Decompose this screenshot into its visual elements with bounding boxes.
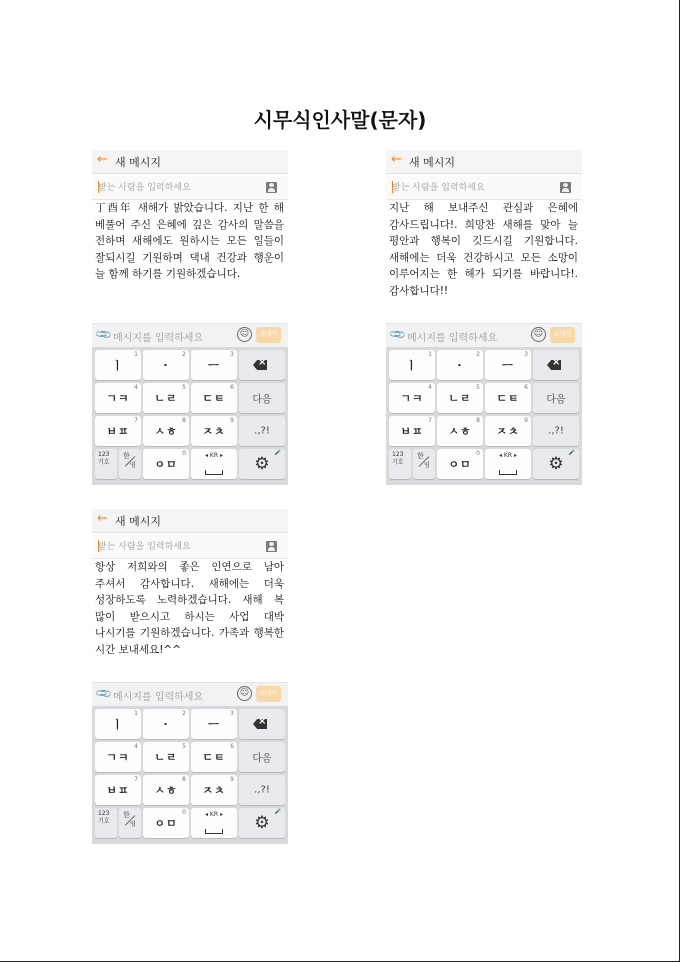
document-title: 시무식인사말(문자) (253, 108, 427, 132)
keyboard (386, 347, 582, 485)
key-label: ㅡ (208, 359, 220, 372)
keyboard-key[interactable] (191, 742, 237, 772)
key-label: ㅂㅍ (400, 425, 424, 438)
keyboard (92, 347, 288, 485)
language-toggle-key[interactable] (119, 449, 141, 479)
keyboard-key[interactable] (533, 350, 579, 380)
key-number: 2 (182, 351, 186, 358)
key-number: 8 (182, 417, 186, 424)
key-number: 1 (134, 351, 138, 358)
symbol-key[interactable] (389, 449, 411, 479)
phone-screenshot (92, 150, 288, 485)
key-label: ㅂㅍ (106, 784, 130, 797)
phone-screenshot (386, 150, 582, 485)
backspace-icon (253, 360, 267, 370)
keyboard-key[interactable] (437, 449, 483, 479)
keyboard-key[interactable] (95, 742, 141, 772)
keyboard-key[interactable] (239, 416, 285, 446)
space-key[interactable] (191, 449, 237, 479)
keyboard-key[interactable] (95, 775, 141, 805)
phone-screenshot (92, 509, 288, 844)
key-label: .,?! (254, 784, 270, 796)
space-language-label: ◂ KR ▸ (205, 452, 223, 459)
space-key[interactable] (485, 449, 531, 479)
space-bar-icon (499, 470, 517, 475)
backspace-icon (547, 360, 561, 370)
keyboard-key[interactable] (143, 350, 189, 380)
key-number: 7 (428, 417, 432, 424)
key-label: ㅈㅊ (202, 784, 226, 797)
key-number: 3 (230, 710, 234, 717)
key-label: · (163, 717, 169, 731)
key-number: 7 (134, 417, 138, 424)
key-number: 2 (182, 710, 186, 717)
settings-key[interactable] (239, 449, 285, 479)
key-number: 9 (524, 417, 528, 424)
paperclip-icon[interactable]: 📎 (94, 325, 114, 344)
key-number: 4 (134, 384, 138, 391)
phone-header (92, 150, 288, 174)
backspace-icon (253, 719, 267, 729)
compose-input[interactable]: 메시지를 입력하세요 (407, 333, 498, 344)
keyboard-key[interactable] (239, 742, 285, 772)
key-label: ㄷㅌ (202, 392, 226, 405)
recipient-row[interactable] (92, 534, 288, 559)
keyboard-key[interactable] (95, 383, 141, 413)
key-label: ㅈㅊ (202, 425, 226, 438)
keyboard-key[interactable] (485, 383, 531, 413)
key-label: ㅂㅍ (106, 425, 130, 438)
keyboard-key[interactable] (95, 709, 141, 739)
key-number: 5 (182, 743, 186, 750)
eng-label: 영 (130, 821, 136, 828)
key-number: 6 (230, 384, 234, 391)
space-bar-icon (205, 829, 223, 834)
back-arrow-icon[interactable]: ← (391, 152, 402, 167)
key-label: ㅅㅎ (448, 425, 472, 438)
phone-header (386, 150, 582, 174)
settings-key[interactable] (239, 808, 285, 838)
keyboard-key[interactable] (239, 775, 285, 805)
settings-key[interactable] (533, 449, 579, 479)
keyboard-key[interactable] (485, 350, 531, 380)
gear-icon: ⚙ (548, 454, 564, 474)
compose-input[interactable]: 메시지를 입력하세요 (113, 333, 204, 344)
key-label: · (457, 358, 463, 372)
symbol-key[interactable] (95, 449, 117, 479)
keyboard-key[interactable] (191, 350, 237, 380)
keyboard-key[interactable] (143, 383, 189, 413)
key-label: ㄷㅌ (496, 392, 520, 405)
key-number: 4 (428, 384, 432, 391)
compose-bar (386, 323, 582, 347)
key-label: ㅡ (208, 718, 220, 731)
key-label: ㄱㅋ (106, 392, 130, 405)
back-arrow-icon[interactable]: ← (97, 152, 108, 167)
key-number: 1 (134, 710, 138, 717)
keyboard-key[interactable] (143, 416, 189, 446)
key-label: .,?! (254, 425, 270, 437)
emoji-icon[interactable]: ☺ (237, 327, 252, 342)
keyboard-key[interactable] (191, 709, 237, 739)
key-label: ㄴㄹ (154, 751, 178, 764)
key-label: ㄴㄹ (448, 392, 472, 405)
symbol-key-sublabel: 기호 (98, 459, 110, 466)
recipient-input[interactable]: 받는 사람을 입력하세요 (392, 183, 485, 193)
header-title: 새 메시지 (115, 515, 162, 528)
mic-icon: 🎤 (274, 809, 281, 815)
key-number: 0 (182, 809, 186, 816)
keyboard-key[interactable] (239, 709, 285, 739)
key-number: 9 (230, 776, 234, 783)
key-number: 8 (182, 776, 186, 783)
send-button[interactable]: 보내기 (256, 327, 281, 343)
contact-icon[interactable] (266, 182, 277, 193)
symbol-key-label: 123 (98, 810, 110, 817)
keyboard-key[interactable] (437, 350, 483, 380)
key-label: .,?! (548, 425, 564, 437)
key-number: 5 (476, 384, 480, 391)
key-label: 다음 (546, 394, 566, 406)
emoji-icon[interactable]: ☺ (531, 327, 546, 342)
compose-bar (92, 682, 288, 706)
recipient-row[interactable] (92, 175, 288, 200)
keyboard-key[interactable] (437, 383, 483, 413)
paperclip-icon[interactable]: 📎 (94, 684, 114, 703)
key-label: ㅣ (112, 359, 124, 372)
key-label: ㅈㅊ (496, 425, 520, 438)
key-number: 0 (476, 450, 480, 457)
symbol-key-sublabel: 기호 (98, 818, 110, 825)
header-title: 새 메시지 (115, 156, 162, 169)
key-number: 2 (476, 351, 480, 358)
keyboard-key[interactable] (95, 416, 141, 446)
keyboard-key[interactable] (143, 709, 189, 739)
key-number: 9 (230, 417, 234, 424)
send-button[interactable]: 보내기 (550, 327, 575, 343)
contact-icon[interactable] (560, 182, 571, 193)
keyboard-key[interactable] (143, 808, 189, 838)
compose-bar (92, 323, 288, 347)
keyboard-key[interactable] (239, 350, 285, 380)
paperclip-icon[interactable]: 📎 (388, 325, 408, 344)
back-arrow-icon[interactable]: ← (97, 511, 108, 526)
key-number: 3 (524, 351, 528, 358)
contact-icon[interactable] (266, 541, 277, 552)
keyboard-key[interactable] (143, 742, 189, 772)
phone-header (92, 509, 288, 533)
keyboard-key[interactable] (95, 350, 141, 380)
han-label: 한 (123, 811, 130, 819)
key-number: 8 (476, 417, 480, 424)
emoji-icon[interactable]: ☺ (237, 686, 252, 701)
keyboard-key[interactable] (191, 416, 237, 446)
language-toggle-key[interactable] (119, 808, 141, 838)
message-text: 항상 저희와의 좋은 인연으로 남아 주셔서 감사합니다. 새해에는 더욱 성장하도록 노력하겠습니다. 새해 복 많이 받으시고 하시는 사업 대박 나시기를 기원하겠습니다. 가족과 행복한 시간 보내세요!^^ (95, 561, 284, 656)
keyboard-key[interactable] (389, 383, 435, 413)
key-label: ㅣ (112, 718, 124, 731)
space-key[interactable] (191, 808, 237, 838)
key-number: 0 (182, 450, 186, 457)
keyboard-key[interactable] (389, 350, 435, 380)
key-label: ㅇㅁ (154, 817, 178, 830)
keyboard-key[interactable] (239, 383, 285, 413)
gear-icon: ⚙ (254, 454, 270, 474)
keyboard-key[interactable] (389, 416, 435, 446)
language-toggle-key[interactable] (413, 449, 435, 479)
keyboard-key[interactable] (437, 416, 483, 446)
compose-input[interactable]: 메시지를 입력하세요 (113, 692, 204, 703)
recipient-row[interactable] (386, 175, 582, 200)
symbol-key-sublabel: 기호 (392, 459, 404, 466)
key-label: · (163, 358, 169, 372)
key-number: 7 (134, 776, 138, 783)
key-label: ㅣ (406, 359, 418, 372)
key-number: 6 (230, 743, 234, 750)
key-label: ㄴㄹ (154, 392, 178, 405)
key-label: ㅅㅎ (154, 784, 178, 797)
eng-label: 영 (130, 462, 136, 469)
keyboard-key[interactable] (191, 775, 237, 805)
message-text: 지난 해 보내주신 관심과 은혜에 감사드립니다!. 희망찬 새해를 맞아 늘 평안과 행복이 깃드시길 기원합니다. 새해에는 더욱 건강하시고 모든 소망이 이루어지는 한 해가 되기를 바랍니다!. 감사합니다!! (389, 202, 578, 297)
keyboard (92, 706, 288, 844)
space-bar-icon (205, 470, 223, 475)
key-label: 다음 (252, 394, 272, 406)
key-label: ㅇㅁ (448, 458, 472, 471)
key-label: ㅇㅁ (154, 458, 178, 471)
keyboard-key[interactable] (533, 383, 579, 413)
han-label: 한 (123, 452, 130, 460)
key-number: 5 (182, 384, 186, 391)
gear-icon: ⚙ (254, 813, 270, 833)
key-label: ㅅㅎ (154, 425, 178, 438)
key-number: 4 (134, 743, 138, 750)
keyboard-key[interactable] (533, 416, 579, 446)
header-title: 새 메시지 (409, 156, 456, 169)
keyboard-key[interactable] (143, 449, 189, 479)
keyboard-key[interactable] (485, 416, 531, 446)
key-label: ㄱㅋ (106, 751, 130, 764)
message-text: 丁酉年 새해가 밝았습니다. 지난 한 해 베풀어 주신 은혜에 깊은 감사의 말씀을 전하며 새해에도 원하시는 모든 일들이 잘되시길 기원하며 댁내 건강과 행운이 늘 함께 하기를 기원하겠습니다. (95, 202, 284, 280)
symbol-key[interactable] (95, 808, 117, 838)
key-label: ㄷㅌ (202, 751, 226, 764)
keyboard-key[interactable] (143, 775, 189, 805)
space-language-label: ◂ KR ▸ (205, 811, 223, 818)
space-language-label: ◂ KR ▸ (499, 452, 517, 459)
key-number: 3 (230, 351, 234, 358)
recipient-input[interactable]: 받는 사람을 입력하세요 (98, 542, 191, 552)
eng-label: 영 (424, 462, 430, 469)
key-label: 다음 (252, 753, 272, 765)
symbol-key-label: 123 (392, 451, 404, 458)
key-number: 1 (428, 351, 432, 358)
key-label: ㄱㅋ (400, 392, 424, 405)
send-button[interactable]: 보내기 (256, 686, 281, 702)
mic-icon: 🎤 (274, 450, 281, 456)
key-label: ㅡ (502, 359, 514, 372)
recipient-input[interactable]: 받는 사람을 입력하세요 (98, 183, 191, 193)
key-number: 6 (524, 384, 528, 391)
symbol-key-label: 123 (98, 451, 110, 458)
mic-icon: 🎤 (568, 450, 575, 456)
han-label: 한 (417, 452, 424, 460)
keyboard-key[interactable] (191, 383, 237, 413)
